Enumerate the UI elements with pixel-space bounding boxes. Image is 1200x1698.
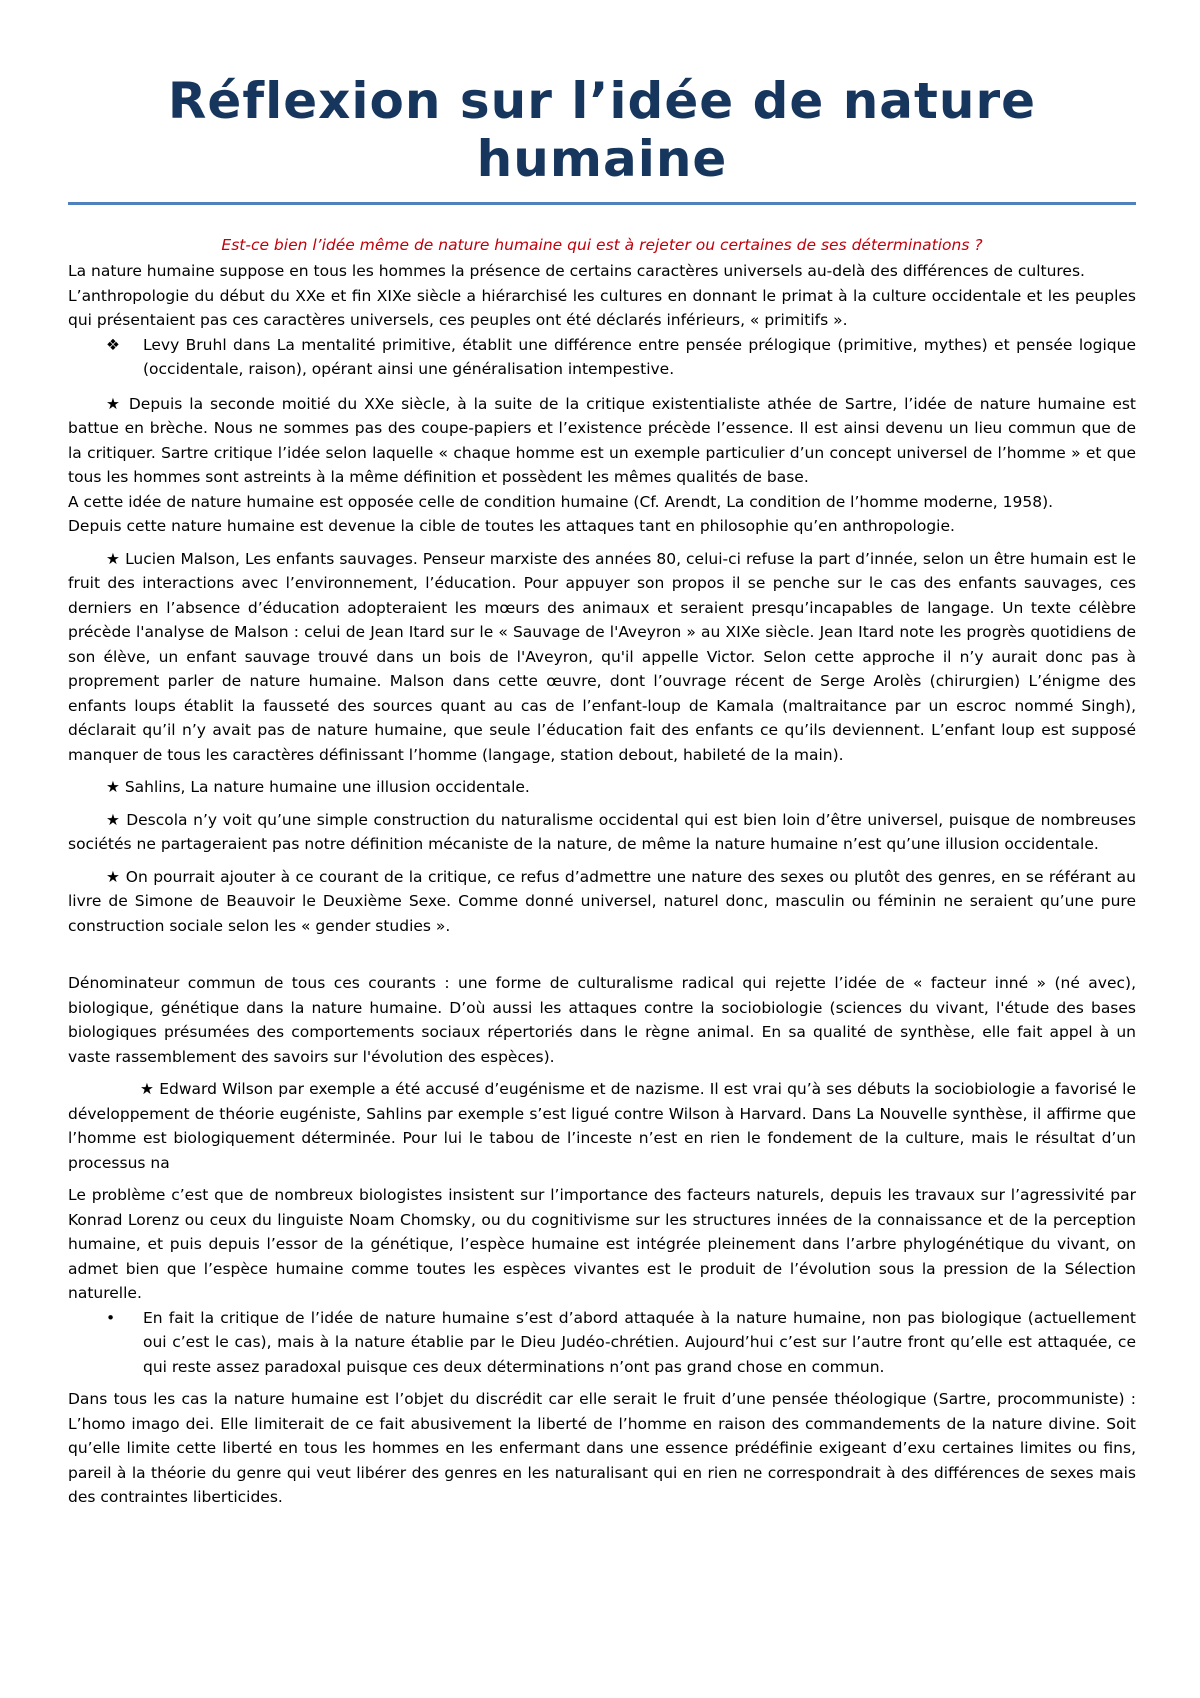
paragraph-genres: ★ On pourrait ajouter à ce courant de la critique, ce refus d’admettre une nature des sexes ou plutôt des genres, en se référant au livre de Simone de Beauvoir le Deuxième Sexe. Comme donné universel, naturel donc, masculin ou féminin ne seraient qu’une pure construction sociale selon les « gender studies ». (68, 867, 1136, 935)
diamond-bullet-icon: ❖ (106, 335, 120, 354)
paragraph-malson: ★ Lucien Malson, Les enfants sauvages. Penseur marxiste des années 80, celui-ci refuse la part d’innée, selon un être humain est le fruit des interactions avec l’environnement, l’éducation. Pour appuyer son propos il se penche sur le cas des enfants sauvages, ces derniers en l’absence d’éducation adopteraient les mœurs des animaux et seraient presqu’incapables de langage. Un texte célèbre précède l'analyse de Malson : celui de Jean Itard sur le « Sauvage de l'Aveyron » au XIXe siècle. Jean Itard note les progrès quotidiens de son élève, un enfant sauvage trouvé dans un bois de l'Aveyron, qu'il appelle Victor. Selon cette approche il n’y aurait donc pas à proprement parler de nature humaine. Malson dans cette œuvre, dont l’ouvrage récent de Serge Arolès (chirurgien) L’énigme des enfants loups établit la fausseté des sources quant au cas de l’enfant-loup de Kamala (maltraitance par un escroc nommé Singh), déclarait qu’il n’y avait pas de nature humaine, que seule l’éducation fait des enfants ce qu’ils deviennent. L’enfant loup est supposé manquer de tous les caractères définissant l’homme (langage, station debout, habileté de la main). (68, 549, 1137, 764)
star-bullet-icon: ★ (106, 867, 121, 886)
en-fait-text: En fait la critique de l’idée de nature humaine s’est d’abord attaquée à la nature humaine, non pas biologique (actuellement oui c’est le cas), mais à la nature établie par le Dieu Judéo-chrétien. Aujourd’hui c’est sur l’autre front qu’elle est attaquée, ce qui reste assez paradoxal puisque ces deux déterminations n’ont pas grand chose en commun. (143, 1308, 1136, 1376)
paragraph-cible: Depuis cette nature humaine est devenue la cible de toutes les attaques tant en philosophie qu’en anthropologie. (68, 517, 955, 535)
paragraph-sahlins: ★ Sahlins, La nature humaine une illusion occidentale. (106, 778, 530, 796)
paragraph-wilson: ★ Edward Wilson par exemple a été accusé d’eugénisme et de nazisme. Il est vrai qu’à ses débuts la sociobiologie a favorisé le développement de théorie eugéniste, Sahlins par exemple s’est ligué contre Wilson à Harvard. Dans La Nouvelle synthèse, il affirme que l’homme est biologiquement déterminée. Pour lui le tabou de l’inceste n’est en rien le fondement de la culture, mais le résultat d’un processus na (68, 1080, 1136, 1172)
star-bullet-icon: ★ (106, 549, 121, 568)
star-bullet-icon: ★ (106, 778, 120, 796)
list-item-levy-bruhl (106, 333, 1136, 382)
paragraph-final: Dans tous les cas la nature humaine est l’objet du discrédit car elle serait le fruit d’une pensée théologique (Sartre, procommuniste) : L’homo imago dei. Elle limiterait de ce fait abusivement la liberté de l’homme en raison des commandements de la nature divine. Soit qu’elle limite cette liberté en tous les hommes en les enfermant dans une essence prédéfinie exigeant d’exu certaines limites ou fins, pareil à la théorie du genre qui veut libérer des genres en les naturalisant qui en rien ne correspondrait à des différences de sexes mais des contraintes liberticides. (68, 1390, 1136, 1506)
paragraph-descola: ★ Descola n’y voit qu’une simple construction du naturalisme occidental qui est bien loin d’être universel, puisque de nombreuses sociétés ne partageraient pas notre définition mécaniste de la nature, de même la nature humaine n’est qu’une illusion occidentale. (68, 810, 1136, 853)
title-line-2: humaine (476, 130, 728, 188)
paragraph-probleme: Le problème c’est que de nombreux biologistes insistent sur l’importance des facteurs naturels, depuis les travaux sur l’agressivité par Konrad Lorenz ou ceux du linguiste Noam Chomsky, ou du cognitivisme sur les structures innées de la connaissance et de la perception humaine, et puis depuis l’essor de la génétique, l’espèce humaine est intégrée pleinement dans l’arbre phylogénétique du vivant, on admet bien que l’espèce humaine comme toutes les espèces vivantes est le produit de l’évolution sous la pression de la Sélection naturelle. (68, 1186, 1136, 1302)
paragraph-intro: La nature humaine suppose en tous les hommes la présence de certains caractères universels au-delà des différences de cultures. (68, 262, 1085, 280)
round-bullet-icon: • (106, 1308, 116, 1327)
star-bullet-icon: ★ (106, 810, 121, 829)
document-title (68, 72, 1136, 188)
paragraph-sartre: ★ Depuis la seconde moitié du XXe siècle, à la suite de la critique existentialiste athée de Sartre, l’idée de nature humaine est battue en brèche. Nous ne sommes pas des coupe-papiers et l’existence précède l’essence. Il est ainsi devenu un lieu commun que de la critiquer. Sartre critique l’idée selon laquelle « chaque homme est un exemple particulier d’un concept universel de l’homme » et que tous les hommes sont astreints à la même définition et possèdent les mêmes qualités de base. (68, 394, 1137, 486)
paragraph-arendt: A cette idée de nature humaine est opposée celle de condition humaine (Cf. Arendt, La condition de l’homme moderne, 1958). (68, 492, 1054, 511)
title-line-1: Réflexion sur l’idée de nature (167, 72, 1037, 130)
star-bullet-icon: ★ (140, 1080, 155, 1098)
levy-bruhl-text: Levy Bruhl dans La mentalité primitive, établit une différence entre pensée prélogique (primitive, mythes) et pensée logique (occidentale, raison), opérant ainsi une généralisation intempestive. (143, 335, 1136, 378)
paragraph-anthropologie: L’anthropologie du début du XXe et fin XIXe siècle a hiérarchisé les cultures en donnant le primat à la culture occidentale et les peuples qui présentaient pas ces caractères universels, ces peuples ont été déclarés inférieurs, « primitifs ». (68, 286, 1136, 329)
paragraph-denominateur: Dénominateur commun de tous ces courants : une forme de culturalisme radical qui rejette l’idée de « facteur inné » (né avec), biologique, génétique dans la nature humaine. D’où aussi les attaques contre la sociobiologie (sciences du vivant, l'étude des bases biologiques présumées des comportements sociaux répertoriés dans le règne animal. En sa qualité de synthèse, elle fait appel à un vaste rassemblement des savoirs sur l'évolution des espèces). (68, 974, 1136, 1066)
subtitle-question: Est-ce bien l’idée même de nature humaine qui est à rejeter ou certaines de ses déterminations ? (221, 236, 983, 254)
title-underline (68, 202, 1136, 205)
star-bullet-icon: ★ (106, 394, 122, 413)
list-item-en-fait (106, 1306, 1136, 1380)
document-page (68, 72, 1136, 1510)
